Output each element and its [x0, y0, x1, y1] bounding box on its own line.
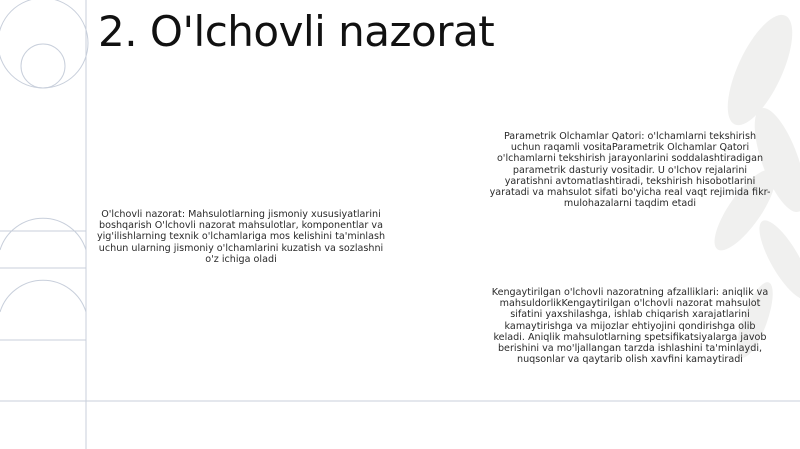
arc-outline [0, 280, 86, 312]
arc-outline [0, 218, 86, 250]
slide-title: 2. O'lchovli nazorat [98, 7, 495, 56]
small-circle-outline [21, 44, 65, 88]
text-block-left: O'lchovli nazorat: Mahsulotlarning jismoniy xususiyatlarini boshqarish O'lchovli nazorat mahsulotlar, komponentlar va yig'ilishlarning texnik o'lchamlariga mos kelishini ta'minlash uchun ularning jismoniy o'lchamlarini kuzatish va sozlashni o'z ichiga oladi [96, 209, 386, 265]
text-block-right-top: Parametrik Olchamlar Qatori: o'lchamlarni tekshirish uchun raqamli vositaParametrik Olchamlar Qatori o'lchamlarni tekshirish jarayonlarini soddalashtiradigan parametrik dasturiy vositadir. U o'lchov rejalarini yaratishni avtomatlashtiradi, tekshirish hisobotlarini yaratadi va mahsulot sifati bo'yicha real vaqt rejimida fikr-mulohazalarni taqdim etadi [489, 131, 771, 210]
text-block-right-bottom: Kengaytirilgan o'lchovli nazoratning afzalliklari: aniqlik va mahsuldorlikKengaytirilgan o'lchovli nazorat mahsulot sifatini yaxshilashga, ishlab chiqarish xarajatlarini kamaytirishga va mijozlar ehtiyojini qondirishga olib keladi. Aniqlik mahsulotlarning spetsifikatsiyalarga javob berishini va mo'ljallangan tarzda ishlashini ta'minlaydi, nuqsonlar va qaytarib olish xavfini kamaytiradi [491, 287, 769, 366]
